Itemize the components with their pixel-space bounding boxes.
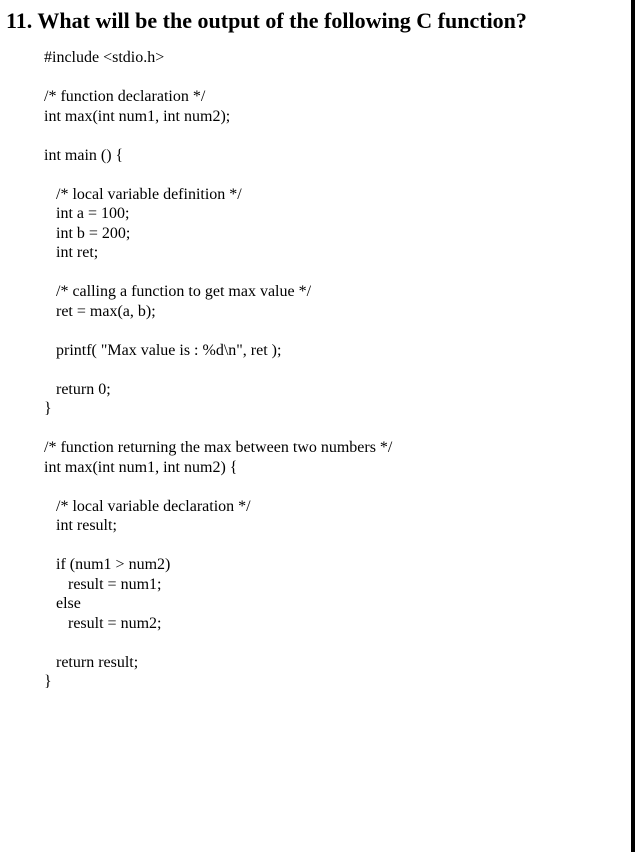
code-line: else (44, 595, 81, 612)
code-line: ret = max(a, b); (44, 302, 156, 320)
code-line (44, 360, 392, 380)
code-line: /* local variable definition */ (44, 185, 242, 203)
code-line (44, 419, 392, 439)
code-line (44, 68, 392, 88)
code-line (44, 321, 392, 341)
code-line: #include <stdio.h> (44, 49, 165, 66)
code-line: int ret; (44, 244, 99, 261)
code-line (44, 126, 392, 146)
code-line: } (44, 400, 52, 417)
code-line: result = num2; (44, 614, 162, 632)
code-line: int max(int num1, int num2); (44, 107, 231, 125)
code-line: /* local variable declaration */ (44, 497, 251, 515)
code-line: result = num1; (44, 575, 162, 593)
code-line: int a = 100; (44, 205, 130, 222)
code-line: int result; (44, 517, 117, 534)
code-line: /* function declaration */ (44, 88, 206, 105)
code-line: if (num1 > num2) (44, 556, 171, 573)
code-listing (44, 48, 392, 692)
code-line: /* function returning the max between two numbers */ (44, 439, 393, 456)
page-border (631, 0, 635, 852)
code-line: return 0; (44, 380, 111, 398)
code-line: int b = 200; (44, 224, 131, 242)
code-line (44, 165, 392, 185)
code-line: /* calling a function to get max value */ (44, 283, 312, 300)
code-line: int max(int num1, int num2) { (44, 458, 238, 476)
code-line (44, 633, 392, 653)
code-line: printf( "Max value is : %d\n", ret ); (44, 341, 282, 359)
question-title: 11. What will be the output of the following C function? (6, 8, 527, 33)
code-line (44, 536, 392, 556)
code-line: } (44, 673, 52, 690)
code-line: int main () { (44, 146, 124, 164)
code-line: return result; (44, 653, 139, 671)
code-line (44, 477, 392, 497)
code-line (44, 263, 392, 283)
